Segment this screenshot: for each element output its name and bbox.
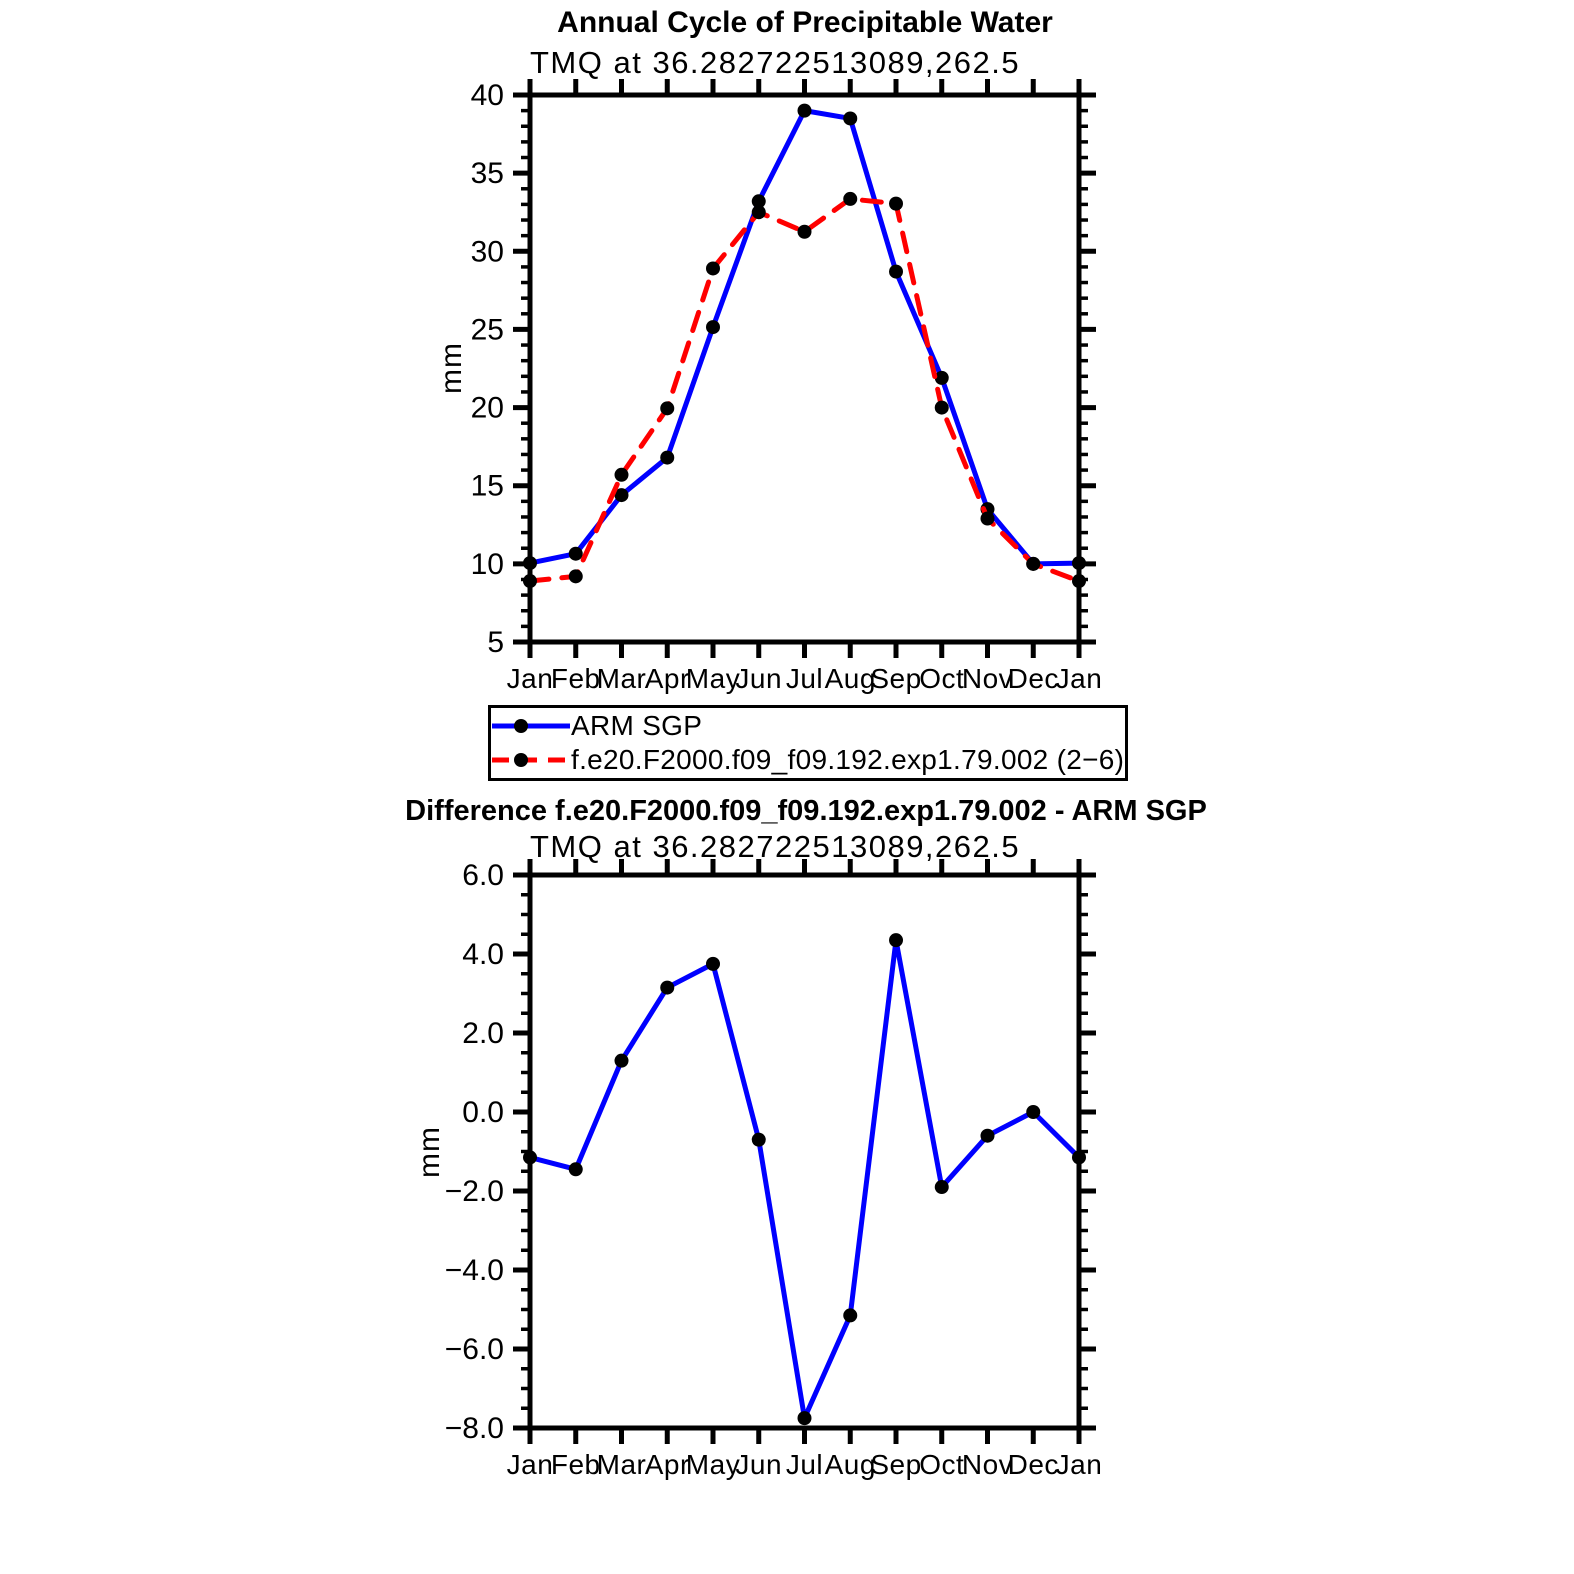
data-point-marker xyxy=(935,1180,949,1194)
x-tick-label: May xyxy=(685,1449,741,1480)
x-tick-label: Apr xyxy=(644,663,690,694)
y-tick-label: 25 xyxy=(470,313,504,347)
data-point-marker xyxy=(981,512,995,526)
y-tick-label: 4.0 xyxy=(462,938,504,971)
data-point-marker xyxy=(1072,1150,1086,1164)
data-point-marker xyxy=(706,320,720,334)
legend-marker-icon xyxy=(514,753,528,767)
data-point-marker xyxy=(569,547,583,561)
difference-chart-title: Difference f.e20.F2000.f09_f09.192.exp1.79.002 - ARM SGP xyxy=(405,795,1207,827)
x-tick-label: Dec xyxy=(1007,1449,1059,1480)
top-chart-subtitle: TMQ at 36.282722513089,262.5 xyxy=(530,45,1021,80)
y-tick-label: 15 xyxy=(470,469,504,503)
legend-line-sample xyxy=(491,749,571,771)
data-point-marker xyxy=(706,261,720,275)
x-tick-label: Feb xyxy=(550,1449,601,1480)
y-tick-label: 6.0 xyxy=(462,859,504,892)
y-tick-label: 40 xyxy=(470,79,504,112)
data-point-marker xyxy=(843,1308,857,1322)
top-chart-y-axis-label: mm xyxy=(435,342,468,394)
difference-chart-subtitle: TMQ at 36.282722513089,262.5 xyxy=(530,829,1021,864)
y-tick-label: 35 xyxy=(470,157,504,191)
top-chart-title: Annual Cycle of Precipitable Water xyxy=(557,6,1053,39)
y-tick-label: 30 xyxy=(470,235,504,269)
series-line xyxy=(530,940,1079,1418)
x-tick-label: Mar xyxy=(596,1449,647,1480)
data-point-marker xyxy=(1072,556,1086,570)
x-tick-label: Sep xyxy=(870,663,922,694)
data-point-marker xyxy=(615,1054,629,1068)
x-tick-label: Nov xyxy=(961,1449,1014,1480)
data-point-marker xyxy=(569,569,583,583)
y-tick-label: 5 xyxy=(487,626,504,659)
y-tick-label: −8.0 xyxy=(444,1412,504,1445)
x-tick-label: Aug xyxy=(824,663,876,694)
x-tick-label: Jan xyxy=(1055,1449,1103,1480)
y-tick-label: −2.0 xyxy=(444,1175,504,1208)
data-point-marker xyxy=(706,957,720,971)
legend-marker-icon xyxy=(514,719,528,733)
data-point-marker xyxy=(1026,1105,1040,1119)
data-point-marker xyxy=(660,451,674,465)
x-tick-label: Oct xyxy=(919,1449,965,1480)
y-tick-label: −4.0 xyxy=(444,1254,504,1287)
axis-frame xyxy=(530,95,1079,642)
legend-line-sample xyxy=(491,715,571,737)
legend-label: ARM SGP xyxy=(571,709,703,741)
data-point-marker xyxy=(798,104,812,118)
x-tick-label: Jun xyxy=(735,663,783,694)
legend-box xyxy=(488,705,1128,781)
x-tick-label: Apr xyxy=(644,1449,690,1480)
legend-label: f.e20.F2000.f09_f09.192.exp1.79.002 (2−6) xyxy=(571,744,1125,776)
difference-chart-y-axis-label: mm xyxy=(413,1126,446,1178)
x-tick-label: Jul xyxy=(785,663,824,694)
data-point-marker xyxy=(660,981,674,995)
data-point-marker xyxy=(798,1411,812,1425)
annual-cycle-chart xyxy=(471,79,1103,694)
data-point-marker xyxy=(889,265,903,279)
x-tick-label: Jan xyxy=(1055,663,1103,694)
x-tick-label: Dec xyxy=(1007,663,1059,694)
y-tick-label: 2.0 xyxy=(462,1017,504,1050)
data-point-marker xyxy=(752,1133,766,1147)
data-point-marker xyxy=(523,556,537,570)
y-tick-label: 20 xyxy=(470,391,504,425)
x-tick-label: May xyxy=(685,663,741,694)
data-point-marker xyxy=(523,1150,537,1164)
x-tick-label: Sep xyxy=(870,1449,922,1480)
x-tick-label: Mar xyxy=(596,663,647,694)
y-tick-label: 10 xyxy=(470,547,504,581)
axis-frame xyxy=(530,875,1079,1428)
legend-item-arm-sgp xyxy=(491,709,1125,743)
data-point-marker xyxy=(615,468,629,482)
data-point-marker xyxy=(798,225,812,239)
difference-chart xyxy=(445,859,1103,1480)
data-point-marker xyxy=(935,401,949,415)
x-tick-label: Nov xyxy=(961,663,1014,694)
data-point-marker xyxy=(843,192,857,206)
legend-item-model xyxy=(491,743,1125,777)
data-point-marker xyxy=(843,111,857,125)
x-tick-label: Feb xyxy=(550,663,601,694)
x-tick-label: Jul xyxy=(785,1449,824,1480)
data-point-marker xyxy=(523,574,537,588)
data-point-marker xyxy=(752,205,766,219)
x-tick-label: Jun xyxy=(735,1449,783,1480)
data-point-marker xyxy=(1026,557,1040,571)
data-point-marker xyxy=(889,933,903,947)
x-tick-label: Jan xyxy=(506,1449,554,1480)
data-point-marker xyxy=(889,197,903,211)
data-point-marker xyxy=(660,401,674,415)
x-tick-label: Oct xyxy=(919,663,965,694)
data-point-marker xyxy=(1072,574,1086,588)
data-point-marker xyxy=(981,1129,995,1143)
x-tick-label: Jan xyxy=(506,663,554,694)
y-tick-label: 0.0 xyxy=(462,1096,504,1129)
x-tick-label: Aug xyxy=(824,1449,876,1480)
data-point-marker xyxy=(569,1162,583,1176)
y-tick-label: −6.0 xyxy=(444,1333,504,1366)
